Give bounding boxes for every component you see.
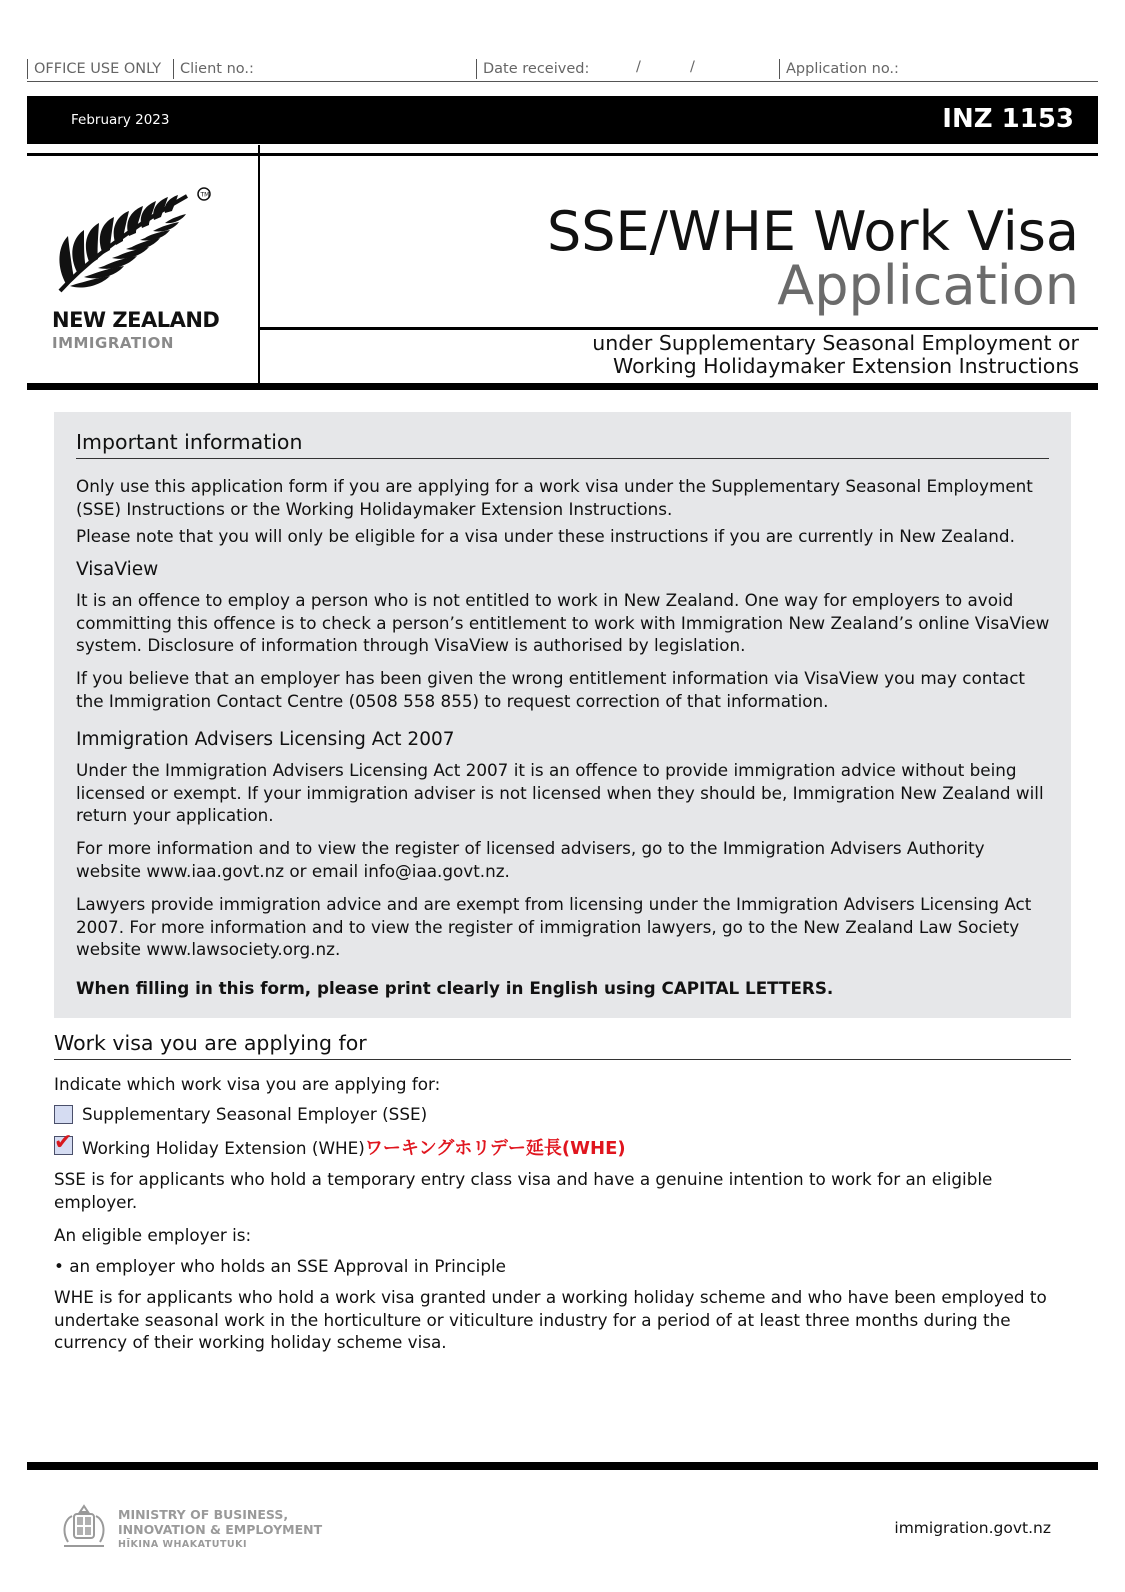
section-heading: Work visa you are applying for [54, 1031, 1071, 1060]
page-title: SSE/WHE Work Visa [546, 200, 1079, 263]
divider [27, 153, 1098, 156]
whe-checkbox[interactable] [54, 1130, 73, 1155]
paragraph: Under the Immigration Advisers Licensing Act 2007 it is an offence to provide immigration advice without being licensed or exempt. If your immigration adviser is not licensed when they should be, Immigration New Zealand will return your application. [76, 760, 1044, 825]
divider [27, 383, 1098, 390]
divider [258, 145, 260, 384]
paragraph: Only use this application form if you are applying for a work visa under the Supplementary Seasonal Employment (SSE) Instructions or the Working Holidaymaker Extension Instructions. [76, 476, 1033, 519]
paragraph: Please note that you will only be eligible for a visa under these instructions if you are currently in New Zealand. [76, 526, 1015, 546]
whe-annotation: ワーキングホリデー延長(WHE) [364, 1138, 626, 1159]
form-date: February 2023 [71, 112, 170, 128]
sse-checkbox[interactable] [54, 1105, 73, 1124]
sub-heading: VisaView [76, 559, 159, 580]
logo-sub: IMMIGRATION [52, 334, 174, 352]
divider [27, 1462, 1098, 1470]
section-heading: Important information [76, 430, 1049, 459]
office-use-label: OFFICE USE ONLY [27, 59, 161, 79]
paragraph-bold: When filling in this form, please print clearly in English using CAPITAL LETTERS. [76, 978, 834, 998]
application-no-field: Application no.: [779, 59, 899, 79]
website-link[interactable]: immigration.govt.nz [894, 1519, 1051, 1537]
mbie-name: MINISTRY OF BUSINESS, INNOVATION & EMPLOYMENT HĪKINA WHAKATUTUKI [118, 1507, 323, 1550]
prompt-text: Indicate which work visa you are applying for: [54, 1074, 441, 1094]
page-subtitle: under Supplementary Seasonal Employment or Working Holidaymaker Extension Instructions [592, 331, 1079, 378]
date-separator: / [690, 59, 695, 75]
nz-immigration-logo [52, 186, 222, 356]
date-separator: / [636, 59, 641, 75]
checkmark-icon: ✔ [54, 1130, 73, 1155]
silver-fern-icon [52, 186, 222, 306]
bullet-item: • an employer who holds an SSE Approval in Principle [54, 1256, 506, 1276]
whe-option-label: Working Holiday Extension (WHE)ワーキングホリデー延長(WHE) [82, 1138, 626, 1159]
mbie-logo [58, 1502, 348, 1554]
important-information-box [54, 412, 1071, 1018]
paragraph: For more information and to view the register of licensed advisers, go to the Immigration Advisers Authority website www.iaa.govt.nz or email info@iaa.govt.nz. [76, 838, 985, 881]
sse-option-label: Supplementary Seasonal Employer (SSE) [82, 1104, 428, 1124]
logo-name: NEW ZEALAND [52, 308, 220, 332]
client-no-field: Client no.: [173, 59, 254, 79]
form-code: INZ 1153 [942, 104, 1074, 134]
paragraph: SSE is for applicants who hold a temporary entry class visa and have a genuine intention to work for an eligible employer. [54, 1169, 993, 1212]
office-use-row [27, 57, 1098, 82]
paragraph: WHE is for applicants who hold a work visa granted under a working holiday scheme and who have been employed to undertake seasonal work in the horticulture or viticulture industry for a period of at least three months during the currency of their working holiday scheme visa. [54, 1287, 1047, 1352]
header-band [27, 96, 1098, 144]
page-title-secondary: Application [777, 254, 1079, 317]
svg-text:TM: TM [200, 191, 210, 199]
paragraph: Lawyers provide immigration advice and are exempt from licensing under the Immigration Advisers Licensing Act 2007. For more information and to view the register of immigration lawyers, go to the New Zealand Law Society website www.lawsociety.org.nz. [76, 894, 1032, 959]
paragraph: It is an offence to employ a person who is not entitled to work in New Zealand. One way for employers to avoid committing this offence is to check a person’s entitlement to work with Immigration New Zealand’s online VisaView system. Disclosure of information through VisaView is authorised by legislation. [76, 590, 1050, 655]
coat-of-arms-icon [58, 1502, 110, 1552]
paragraph: An eligible employer is: [54, 1225, 252, 1245]
divider [260, 327, 1098, 330]
date-received-field: Date received: [476, 59, 589, 79]
sub-heading: Immigration Advisers Licensing Act 2007 [76, 729, 455, 750]
paragraph: If you believe that an employer has been given the wrong entitlement information via VisaView you may contact the Immigration Contact Centre (0508 558 855) to request correction of that information. [76, 668, 1026, 711]
